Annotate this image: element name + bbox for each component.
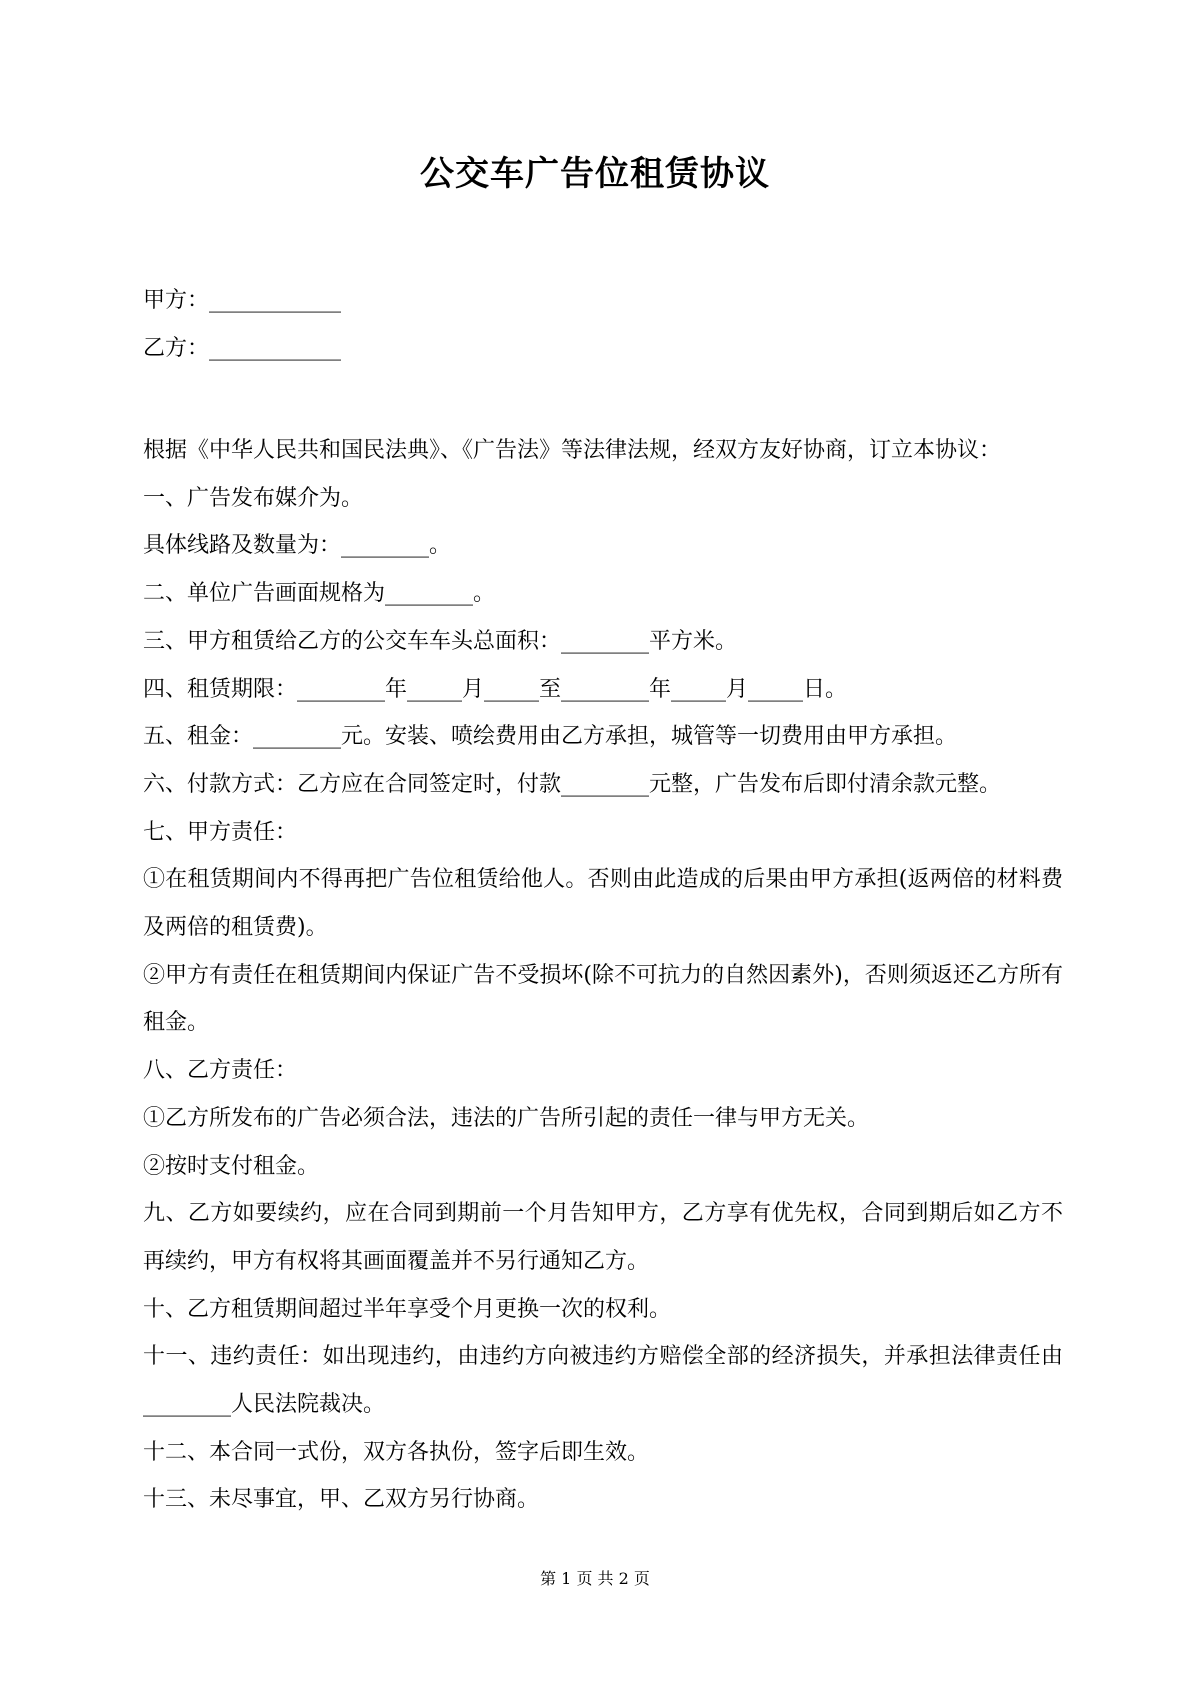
clause-8-heading: 八、乙方责任： <box>143 1058 298 1084</box>
clause-13: 十三、未尽事宜，甲、乙双方另行协商。 <box>143 1487 540 1513</box>
clause-7-item-1: ①在租赁期间内不得再把广告位租赁给他人。否则由此造成的后果由甲方承担(返两倍的材料费及两倍的租赁费)。 <box>143 867 1063 941</box>
clause-4: 四、租赁期限：________年_____月_____至________年_____月_____日。 <box>143 676 848 702</box>
clause-12: 十二、本合同一式份，双方各执份，签字后即生效。 <box>143 1439 650 1465</box>
clause-6: 六、付款方式：乙方应在合同签定时，付款________元整，广告发布后即付清余款元整。 <box>143 771 1002 797</box>
clause-1-detail: 具体线路及数量为：________。 <box>143 533 452 559</box>
party-b-line: 乙方：____________ <box>143 336 342 361</box>
clause-7-item-2: ②甲方有责任在租赁期间内保证广告不受损坏(除不可抗力的自然因素外)，否则须返还乙方所有租金。 <box>143 962 1063 1036</box>
clause-10: 十、乙方租赁期间超过半年享受个月更换一次的权利。 <box>143 1296 672 1322</box>
clause-8-item-1: ①乙方所发布的广告必须合法，违法的广告所引起的责任一律与甲方无关。 <box>143 1105 870 1131</box>
preamble-paragraph: 根据《中华人民共和国民法典》、《广告法》等法律法规，经双方友好协商，订立本协议： <box>143 438 1002 463</box>
clause-7-heading: 七、甲方责任： <box>143 819 298 845</box>
clause-11: 十一、违约责任：如出现违约，由违约方向被违约方赔偿全部的经济损失，并承担法律责任由________人民法院裁决。 <box>143 1344 1063 1418</box>
clause-9: 九、乙方如要续约，应在合同到期前一个月告知甲方，乙方享有优先权，合同到期后如乙方不再续约，甲方有权将其画面覆盖并不另行通知乙方。 <box>143 1201 1063 1274</box>
agreement-body <box>143 427 1063 1524</box>
party-a-line: 甲方：____________ <box>143 288 342 313</box>
clause-5: 五、租金：________元。安装、喷绘费用由乙方承担，城管等一切费用由甲方承担。 <box>143 724 958 750</box>
clause-3: 三、甲方租赁给乙方的公交车车头总面积：________平方米。 <box>143 628 738 654</box>
clause-2: 二、单位广告画面规格为________。 <box>143 581 496 607</box>
clause-8-item-2: ②按时支付租金。 <box>143 1153 320 1179</box>
document-title: 公交车广告位租赁协议 <box>420 154 770 194</box>
clause-1: 一、广告发布媒介为。 <box>143 485 364 511</box>
page-number-footer: 第 1 页 共 2 页 <box>540 1569 650 1588</box>
